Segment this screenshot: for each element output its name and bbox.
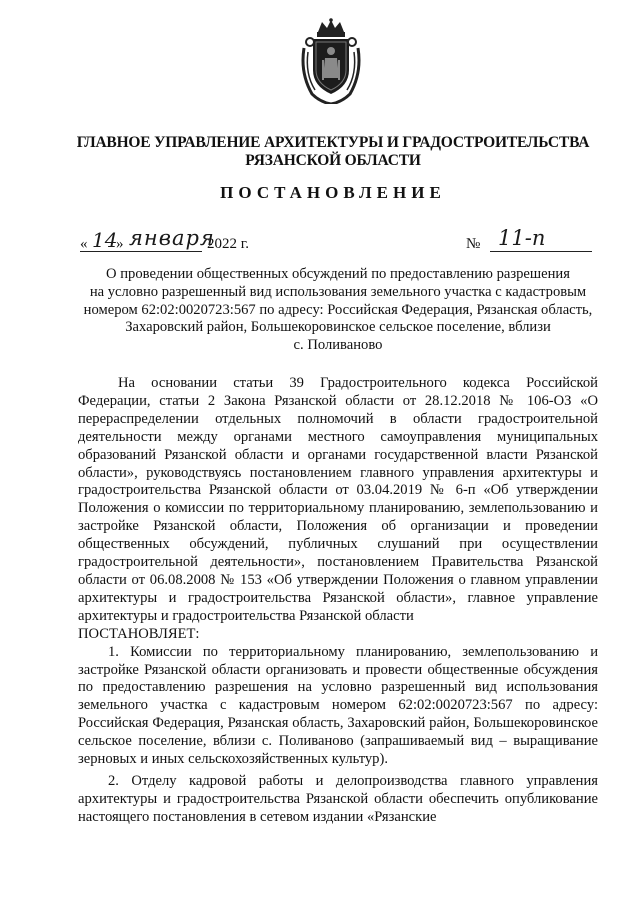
item-paragraph-1: 1. Комиссии по территориальному планированию, землепользованию и застройке Рязанской области организовать и провести общественные обсуждения по предоставлению разрешения на условно разрешенный вид использования земельного участка с кадастровым номером 62:02:0020723:567 по адресу: Российская Федерация, Рязанская область, Захаровский район, Большекоровинское сельское поселение, вблизи с. Поливаново (запрашиваемый вид – выращивание зерновых и иных сельскохозяйственных культур). xyxy=(78,643,598,768)
document-type-title: ПОСТАНОВЛЕНИЕ xyxy=(220,183,446,202)
resolve-heading: ПОСТАНОВЛЯЕТ: xyxy=(78,625,200,642)
subject-line: номером 62:02:0020723:567 по адресу: Российская Федерация, Рязанская область, xyxy=(83,301,593,318)
document-body xyxy=(78,375,598,827)
date-quote-open: « xyxy=(80,236,88,252)
subject-line: на условно разрешенный вид использования земельного участка с кадастровым xyxy=(89,283,587,300)
subject-line: Захаровский район, Большекоровинское сельское поселение, вблизи xyxy=(125,319,551,336)
organization-name-line2: РЯЗАНСКОЙ ОБЛАСТИ xyxy=(245,152,421,169)
date-quote-close: » xyxy=(116,236,124,252)
date-year: 2022 г. xyxy=(207,236,249,252)
organization-name-line1: ГЛАВНОЕ УПРАВЛЕНИЕ АРХИТЕКТУРЫ И ГРАДОСТРОИТЕЛЬСТВА xyxy=(76,134,590,151)
subject-line: О проведении общественных обсуждений по предоставлению разрешения xyxy=(106,266,570,282)
date-underline xyxy=(80,251,202,252)
subject-line: с. Поливаново xyxy=(293,337,383,354)
number-sign: № xyxy=(466,236,481,252)
item-paragraph-2: 2. Отделу кадровой работы и делопроизводства главного управления архитектуры и градостроительства Рязанской области обеспечить опубликование настоящего постановления в сетевом издании «Рязанские xyxy=(78,772,598,825)
date-number-row xyxy=(80,224,600,258)
date-month-handwritten: января xyxy=(129,226,215,250)
date-day-handwritten: 14 xyxy=(92,228,118,252)
coat-of-arms-icon xyxy=(296,18,366,104)
number-underline xyxy=(490,251,592,252)
document-subject xyxy=(70,266,606,355)
preamble-paragraph: На основании статьи 39 Градостроительного кодекса Российской Федерации, статьи 2 Закона Рязанской области от 28.12.2018 № 106-ОЗ «О перераспределении отдельных полномочий в области градостроительной деятельности между органами местного самоуправления муниципальных образований Рязанской области и органами государственной власти Рязанской области», руководствуясь постановлением главного управления архитектуры и градостроительства Рязанской области от 03.04.2019 № 6-п «Об утверждении Положения о комиссии по территориальному планированию, землепользованию и застройке Рязанской области, Положения об организации и проведении общественных обсуждений, публичных слушаний при осуществлении градостроительной деятельности», постановлением Правительства Рязанской области от 06.08.2008 № 153 «Об утверждении Положения о главном управлении архитектуры и градостроительства Рязанской области», главное управление архитектуры и градостроительства Рязанской области xyxy=(78,375,598,624)
document-number-handwritten: 11-п xyxy=(498,226,546,250)
